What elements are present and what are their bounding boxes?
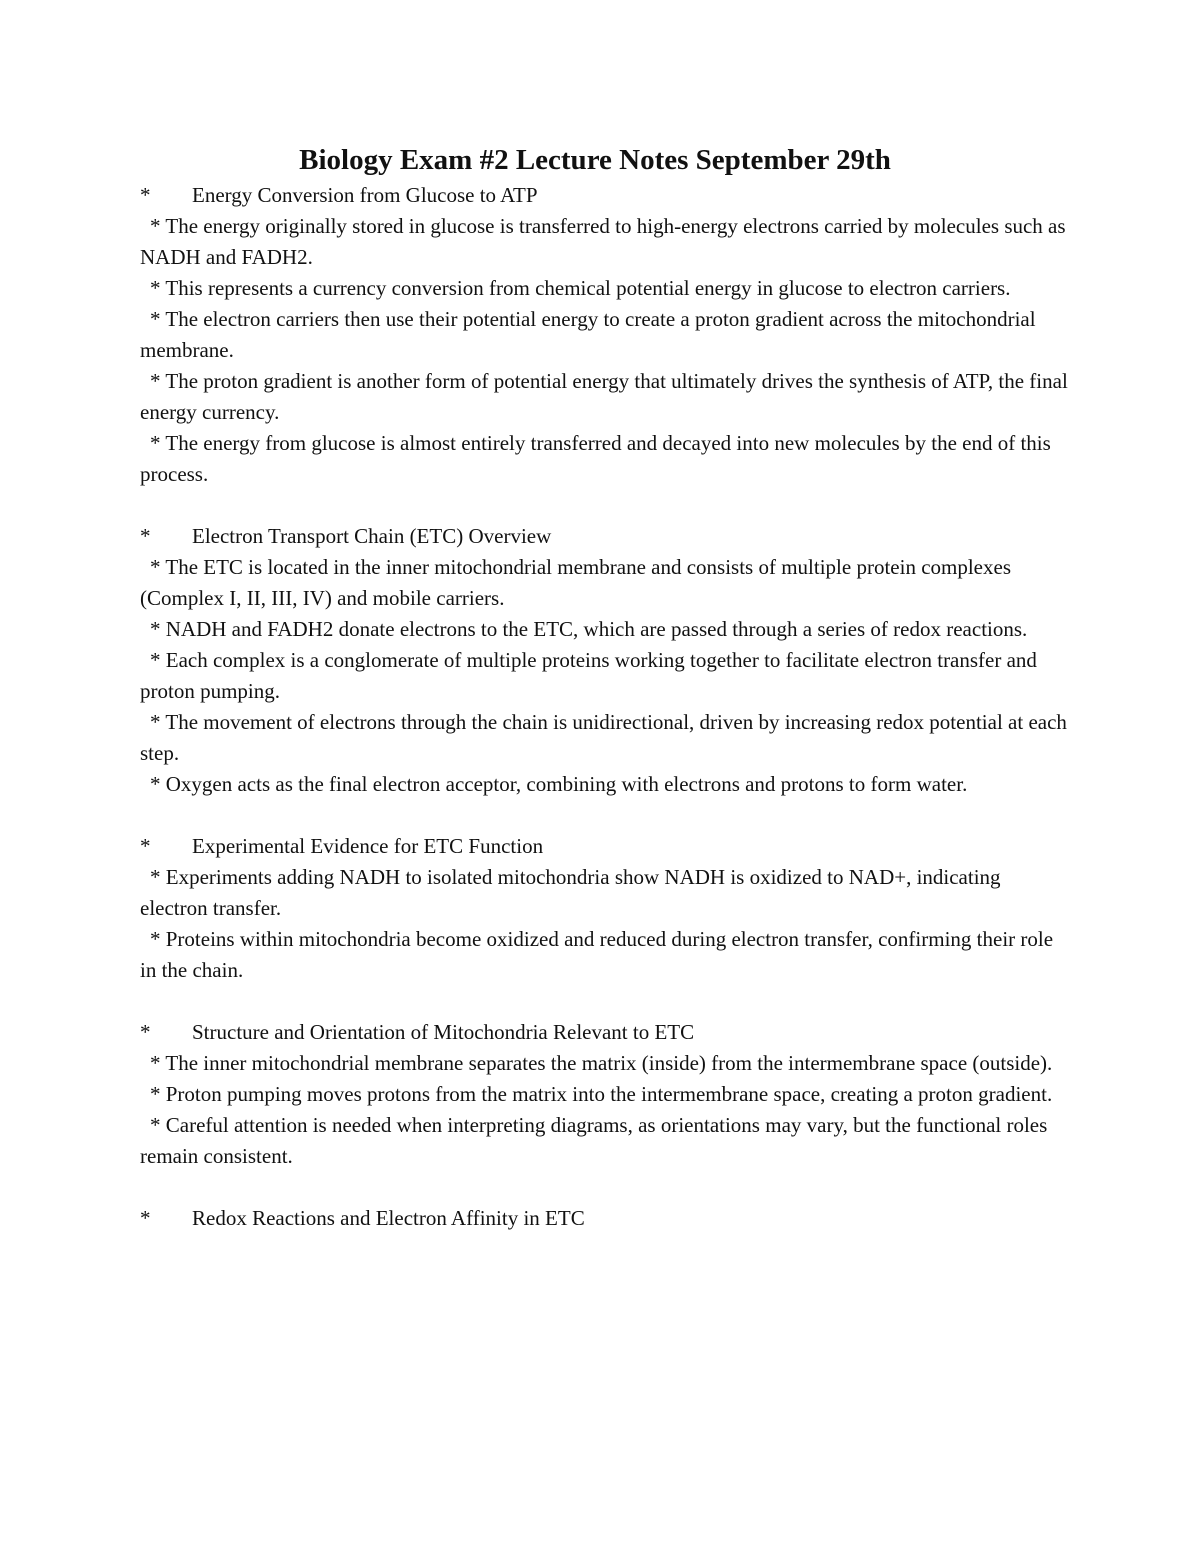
section-spacer	[140, 800, 1070, 831]
list-item-text: The electron carriers then use their potential energy to create a proton gradient across the mitochondrial membrane.	[140, 307, 1036, 362]
list-item-text: The movement of electrons through the chain is unidirectional, driven by increasing redox potential at each step.	[140, 710, 1067, 765]
list-item: * Proton pumping moves protons from the matrix into the intermembrane space, creating a proton gradient.	[150, 1082, 1053, 1106]
list-item-text: The inner mitochondrial membrane separates the matrix (inside) from the intermembrane space (outside).	[165, 1051, 1053, 1075]
list-item-text: Experiments adding NADH to isolated mitochondria show NADH is oxidized to NAD+, indicating electron transfer.	[140, 865, 1001, 920]
list-item: * The electron carriers then use their potential energy to create a proton gradient across the mitochondrial membrane.	[140, 307, 1036, 362]
list-item-text: Proteins within mitochondria become oxidized and reduced during electron transfer, confirming their role in the chain.	[140, 927, 1054, 982]
list-item-text: NADH and FADH2 donate electrons to the ETC, which are passed through a series of redox reactions.	[165, 617, 1028, 641]
list-item: * Each complex is a conglomerate of multiple proteins working together to facilitate electron transfer and proton pumping.	[140, 648, 1037, 703]
list-item-text: The ETC is located in the inner mitochondrial membrane and consists of multiple protein complexes (Complex I, II, III, IV) and mobile carriers.	[140, 555, 1011, 610]
bullet-marker: *	[140, 1206, 151, 1230]
list-item: * The ETC is located in the inner mitochondrial membrane and consists of multiple protein complexes (Complex I, II, III, IV) and mobile carriers.	[140, 555, 1011, 610]
list-item-text: Careful attention is needed when interpreting diagrams, as orientations may vary, but the functional roles remain consistent.	[140, 1113, 1048, 1168]
section-heading	[140, 1017, 1070, 1048]
list-item: * Careful attention is needed when interpreting diagrams, as orientations may vary, but the functional roles remain consistent.	[140, 1113, 1048, 1168]
list-item: * The movement of electrons through the chain is unidirectional, driven by increasing redox potential at each step.	[140, 710, 1067, 765]
bullet-marker: *	[140, 1020, 151, 1044]
section-heading-text: Experimental Evidence for ETC Function	[192, 834, 544, 858]
section-spacer	[140, 986, 1070, 1017]
page-title: Biology Exam #2 Lecture Notes September 29th	[299, 144, 891, 176]
list-item: * NADH and FADH2 donate electrons to the ETC, which are passed through a series of redox reactions.	[150, 617, 1028, 641]
section-mitochondria-structure	[140, 1017, 1070, 1172]
section-experimental-evidence	[140, 831, 1070, 986]
list-item: * Oxygen acts as the final electron acceptor, combining with electrons and protons to form water.	[150, 772, 968, 796]
section-heading	[140, 180, 1070, 211]
list-item: * Proteins within mitochondria become oxidized and reduced during electron transfer, confirming their role in the chain.	[140, 927, 1054, 982]
list-item: * The proton gradient is another form of potential energy that ultimately drives the synthesis of ATP, the final energy currency.	[140, 369, 1068, 424]
section-spacer	[140, 490, 1070, 521]
bullet-marker: *	[140, 834, 151, 858]
section-heading-text: Structure and Orientation of Mitochondria Relevant to ETC	[192, 1020, 695, 1044]
list-item: * The energy from glucose is almost entirely transferred and decayed into new molecules by the end of this process.	[140, 431, 1051, 486]
section-etc-overview	[140, 521, 1070, 800]
bullet-marker: *	[140, 183, 151, 207]
list-item: * The energy originally stored in glucose is transferred to high-energy electrons carried by molecules such as NADH and FADH2.	[140, 214, 1066, 269]
document-page	[140, 140, 1070, 1234]
list-item: * This represents a currency conversion from chemical potential energy in glucose to electron carriers.	[150, 276, 1011, 300]
section-heading-text: Redox Reactions and Electron Affinity in ETC	[192, 1206, 585, 1230]
list-item: * The inner mitochondrial membrane separates the matrix (inside) from the intermembrane space (outside).	[150, 1051, 1053, 1075]
list-item-text: Proton pumping moves protons from the matrix into the intermembrane space, creating a proton gradient.	[165, 1082, 1053, 1106]
section-redox-reactions	[140, 1203, 1070, 1234]
list-item-text: The energy from glucose is almost entirely transferred and decayed into new molecules by the end of this process.	[140, 431, 1051, 486]
list-item: * Experiments adding NADH to isolated mitochondria show NADH is oxidized to NAD+, indicating electron transfer.	[140, 865, 1001, 920]
section-energy-conversion	[140, 180, 1070, 490]
list-item-text: Each complex is a conglomerate of multiple proteins working together to facilitate electron transfer and proton pumping.	[140, 648, 1037, 703]
section-heading	[140, 831, 1070, 862]
bullet-marker: *	[140, 524, 151, 548]
section-heading-text: Electron Transport Chain (ETC) Overview	[192, 524, 552, 548]
list-item-text: The energy originally stored in glucose is transferred to high-energy electrons carried by molecules such as NADH and FADH2.	[140, 214, 1066, 269]
list-item-text: The proton gradient is another form of potential energy that ultimately drives the synthesis of ATP, the final energy currency.	[140, 369, 1068, 424]
list-item-text: Oxygen acts as the final electron acceptor, combining with electrons and protons to form water.	[165, 772, 968, 796]
section-heading	[140, 1203, 1070, 1234]
section-spacer	[140, 1172, 1070, 1203]
section-heading	[140, 521, 1070, 552]
list-item-text: This represents a currency conversion from chemical potential energy in glucose to electron carriers.	[165, 276, 1011, 300]
section-heading-text: Energy Conversion from Glucose to ATP	[192, 183, 538, 207]
